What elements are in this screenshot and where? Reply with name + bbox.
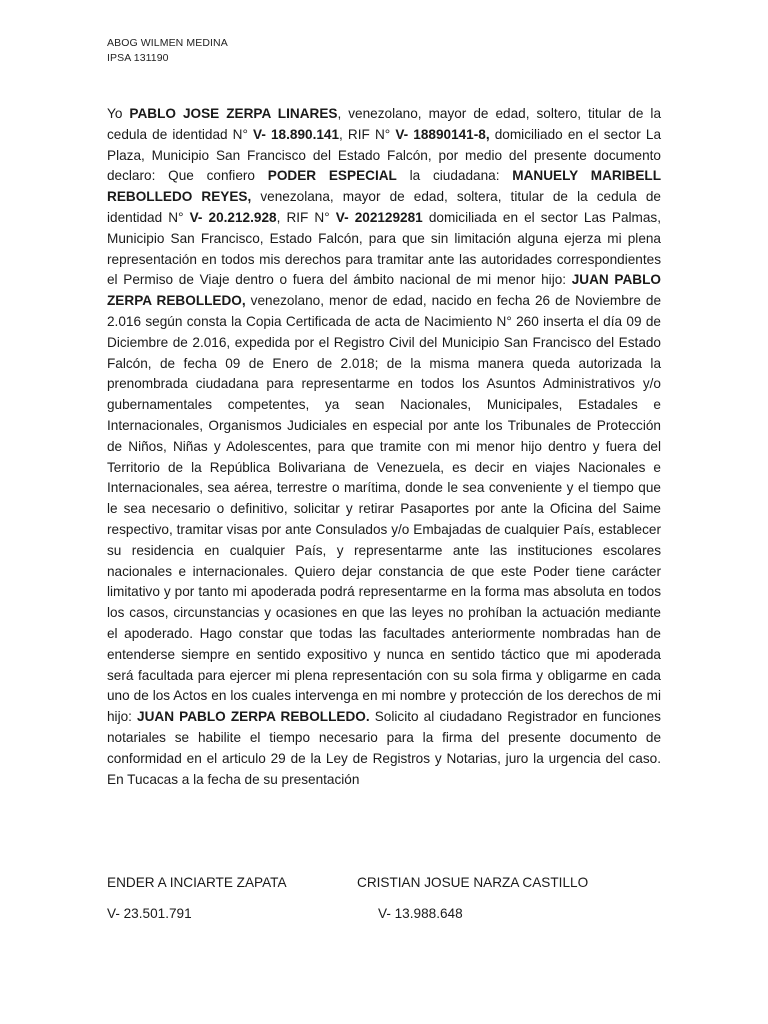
- text-run: , RIF N°: [339, 126, 396, 142]
- bold-text-run: PODER ESPECIAL: [267, 168, 397, 184]
- bold-text-run: V- 202129281: [335, 209, 423, 225]
- bold-text-run: V- 18890141-8,: [395, 126, 490, 142]
- text-run: domiciliado en el sector La Plaza, Municipio San Francisco del Estado Falcón, por medio del presente documento declaro: Que confiero: [107, 126, 662, 184]
- attorney-name: ABOG WILMEN MEDINA: [107, 37, 228, 49]
- text-run: venezolana, mayor de edad, soltera, titular de la cedula de identidad N°: [107, 189, 661, 225]
- text-run: , RIF N°: [276, 209, 336, 225]
- bold-text-run: V- 20.212.928: [189, 209, 277, 225]
- text-run: , venezolano, mayor de edad, soltero, titular de la cedula de identidad N°: [107, 106, 662, 142]
- text-run: venezolano, menor de edad, nacido en fecha 26 de Noviembre de 2.016 según consta la Copia Certificada de acta de Nacimiento N° 260 inserta el día 09 de Diciembre de 2.016, expedida por el Registro Civil del Municipio San Francisco del Estado Falcón, de fecha 09 de Enero de 2.018; de la misma manera queda autorizada la prenombrada ciudadana para representarme en todos los Asuntos Administrativos y/o gubernamentales competentes, ya sean Nacionales, Municipales, Estadales e Internacionales, Organismos Judiciales en especial por ante los Tribunales de Protección de Niños, Niñas y Adolescentes, para que tramite con mi menor hijo dentro y fuera del Territorio de la República Bolivariana de Venezuela, es decir en viajes Nacionales e Internacionales, sea aérea, terrestre o marítima, donde le sea conveniente y el tiempo que le sea necesario o definitivo, solicitar y retirar Pasaportes por ante la Oficina del Saime respectivo, tramitar visas por ante Consulados y/o Embajadas de cualquier País, establecer su residencia en cualquier País, y representarme ante las instituciones escolares nacionales e internacionales. Quiero dejar constancia de que este Poder tiene carácter limitativo y por tanto mi apoderada podrá representarme en la forma mas absoluta en todos los casos, circunstancias y ocasiones en que las leyes no prohíban la actuación mediante el apoderado. Hago constar que todas las facultades anteriormente nombradas han de entenderse siempre en sentido expositivo y nunca en sentido táctico que mi apoderada será facultada para ejercer mi plena representación con su sola firma y obligarme en cada uno de los Actos en los cuales intervenga en mi nombre y protección de los derechos de mi hijo:: [107, 293, 662, 725]
- bold-text-run: JUAN PABLO ZERPA REBOLLEDO,: [107, 272, 661, 309]
- bold-text-run: JUAN PABLO ZERPA REBOLLEDO.: [137, 709, 370, 725]
- power-of-attorney-body: [107, 104, 661, 790]
- witness-1-id: V- 23.501.791: [107, 906, 192, 921]
- text-run: Yo: [107, 106, 130, 121]
- letterhead: [107, 36, 228, 66]
- bold-text-run: V- 18.890.141: [253, 126, 340, 142]
- ipsa-number: IPSA 131190: [107, 52, 169, 64]
- witness-2-name: CRISTIAN JOSUE NARZA CASTILLO: [357, 875, 589, 890]
- bold-text-run: PABLO JOSE ZERPA LINARES: [129, 106, 338, 121]
- bold-text-run: MANUELY MARIBELL REBOLLEDO REYES,: [107, 168, 661, 205]
- text-run: domiciliada en el sector Las Palmas, Municipio San Francisco, Estado Falcón, para que sin limitación alguna ejerza mi plena representación en todos mis derechos para tramitar ante las autoridades correspondientes el Permiso de Viaje dentro o fuera del ámbito nacional de mi menor hijo:: [107, 209, 661, 288]
- witness-1-name: ENDER A INCIARTE ZAPATA: [107, 875, 287, 890]
- text-run: Solicito al ciudadano Registrador en funciones notariales se habilite el tiempo necesario para la firma del presente documento de conformidad en el articulo 29 de la Ley de Registros y Notarias, juro la urgencia del caso. En Tucacas a la fecha de su presentación: [107, 709, 661, 787]
- text-run: la ciudadana:: [396, 168, 513, 184]
- witness-2-id: V- 13.988.648: [378, 906, 463, 921]
